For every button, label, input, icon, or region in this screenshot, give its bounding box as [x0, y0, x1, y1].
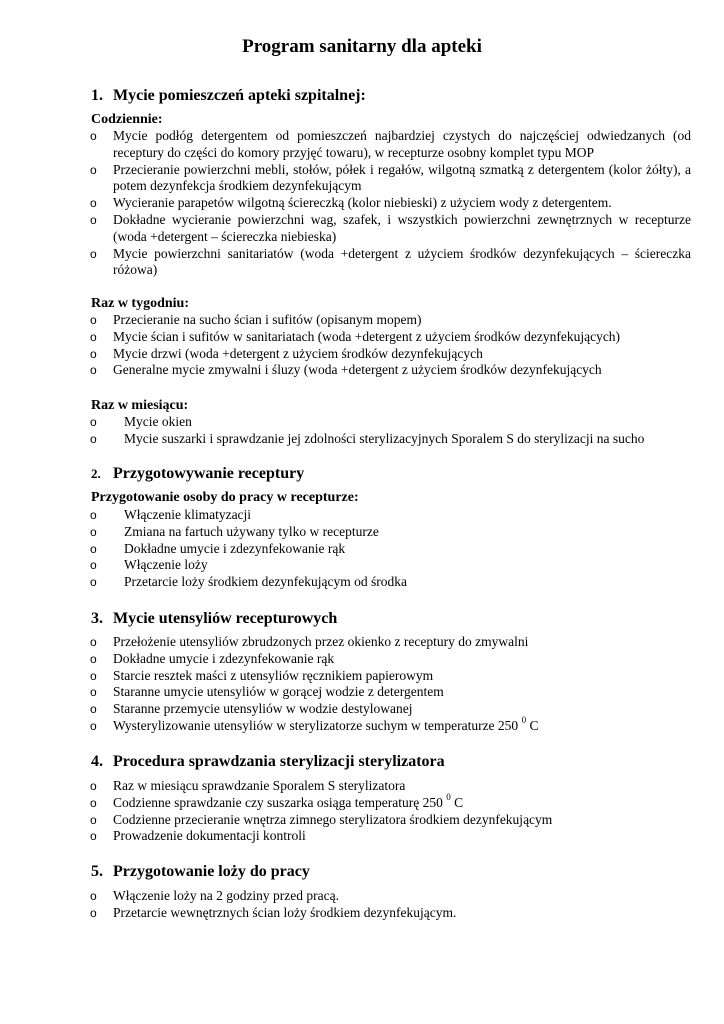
monthly-list	[91, 414, 716, 448]
bullet-icon: o	[90, 162, 97, 177]
list-item: o Zmiana na fartuch używany tylko w recepturze	[90, 523, 379, 539]
list-item: o Przetarcie loży środkiem dezynfekującym od środka	[90, 574, 408, 590]
list-item: o Prowadzenie dokumentacji kontroli	[90, 828, 306, 844]
bullet-icon: o	[90, 313, 97, 327]
bullet-icon: o	[90, 415, 97, 429]
list-item: o Staranne przemycie utensyliów w wodzie destylowanej	[90, 701, 413, 717]
bullet-icon: o	[90, 905, 97, 920]
list-item: o Wysterylizowanie utensyliów w sterylizatorze suchym w temperaturze 250 $^0$ C	[90, 715, 539, 733]
bullet-icon: o	[90, 702, 97, 717]
section-number: 4.	[91, 753, 103, 770]
list-item: o Mycie ścian i sufitów w sanitariatach (woda +detergent z użyciem środków dezynfekujących)	[90, 328, 621, 344]
list-item: o Mycie drzwi (woda +detergent z użyciem środków dezynfekujących	[90, 345, 483, 361]
section-number: 2.	[91, 466, 101, 481]
bullet-icon: o	[90, 524, 97, 539]
section-title: Przygotowanie loży do pracy	[113, 863, 310, 880]
section-title: Przygotowywanie receptury	[113, 465, 305, 482]
list-item: o Generalne mycie zmywalni i śluzy (woda +detergent z użyciem środków dezynfekujących	[90, 362, 602, 378]
list-item: o Przetarcie wewnętrznych ścian loży środkiem dezynfekującym.	[90, 904, 457, 920]
bullet-icon: o	[90, 795, 97, 810]
utensils-list	[91, 634, 691, 735]
bullet-icon: o	[90, 196, 97, 211]
bullet-icon: o	[90, 718, 97, 733]
bullet-icon: o	[90, 651, 97, 666]
person-prep-list	[91, 507, 691, 591]
list-item: o Włączenie loży	[90, 557, 208, 573]
list-item: o Mycie powierzchni sanitariatów (woda +detergent z użyciem środków dezynfekujących – ściereczka różowa)	[90, 245, 691, 278]
bullet-icon: o	[90, 212, 97, 227]
list-item: o Mycie suszarki i sprawdzanie jej zdolności sterylizacyjnych Sporalem S do sterylizacji na sucho	[90, 430, 645, 446]
bullet-icon: o	[90, 685, 97, 700]
list-item: o Starcie resztek maści z utensyliów ręcznikiem papierowym	[90, 667, 434, 683]
list-item: o Przełożenie utensyliów zbrudzonych przez okienko z receptury do zmywalni	[90, 634, 529, 649]
bullet-icon: o	[90, 541, 97, 556]
group-label-person-prep: Przygotowanie osoby do pracy w recepturze:	[91, 490, 359, 505]
bullet-icon: o	[90, 889, 97, 903]
document-title: Program sanitarny dla apteki	[242, 36, 482, 57]
bullet-icon: o	[90, 812, 97, 827]
list-item: o Raz w miesiącu sprawdzanie Sporalem S sterylizatora	[90, 778, 406, 793]
section-5-heading	[91, 862, 310, 882]
bullet-icon: o	[90, 346, 97, 361]
list-item: o Staranne umycie utensyliów w gorącej wodzie z detergentem	[90, 684, 444, 700]
bullet-icon: o	[90, 508, 97, 522]
sterilization-check-list	[91, 778, 691, 845]
hood-prep-list	[91, 888, 691, 922]
section-number: 1.	[91, 87, 103, 104]
section-number: 5.	[91, 863, 103, 880]
group-label-weekly: Raz w tygodniu:	[91, 296, 190, 311]
section-number: 3.	[91, 610, 103, 627]
list-item: o Codzienne przecieranie wnętrza zimnego sterylizatora środkiem dezynfekującym	[90, 811, 553, 827]
section-title: Procedura sprawdzania sterylizacji sterylizatora	[113, 753, 445, 770]
list-item: o Mycie okien	[90, 414, 192, 429]
list-item: o Codzienne sprawdzanie czy suszarka osiąga temperaturę 250 $^0$ C	[90, 792, 464, 810]
section-2-heading	[91, 464, 304, 484]
section-1-heading	[91, 86, 366, 106]
list-item: o Dokładne wycieranie powierzchni wag, szafek, i wszystkich powierzchni zewnętrznych w recepturze (woda +detergent – ściereczka niebieska)	[90, 211, 691, 244]
list-item: o Przecieranie powierzchni mebli, stołów, półek i regałów, wilgotną szmatką z detergentem (kolor żółty), a potem dezynfekcja środkiem dezynfekującym	[90, 161, 691, 194]
bullet-icon: o	[90, 363, 97, 378]
list-item: o Mycie podłóg detergentem od pomieszczeń najbardziej czystych do najczęściej odwiedzanych (od receptury do części do komory przyjęć towaru), w recepturze osobny komplet typu MOP	[90, 128, 691, 160]
weekly-list	[91, 312, 701, 379]
section-3-heading	[91, 609, 337, 629]
section-title: Mycie utensyliów recepturowych	[113, 610, 338, 627]
bullet-icon: o	[90, 829, 97, 844]
section-title: Mycie pomieszczeń apteki szpitalnej:	[113, 87, 366, 104]
group-label-monthly: Raz w miesiącu:	[91, 398, 189, 413]
list-item: o Przecieranie na sucho ścian i sufitów (opisanym mopem)	[90, 312, 422, 327]
section-4-heading	[91, 752, 445, 772]
list-item: o Dokładne umycie i zdezynfekowanie rąk	[90, 540, 346, 556]
bullet-icon: o	[90, 575, 97, 590]
list-item: o Włączenie klimatyzacji	[90, 507, 252, 522]
bullet-icon: o	[90, 558, 97, 573]
bullet-icon: o	[90, 329, 97, 344]
list-item: o Wycieranie parapetów wilgotną ściereczką (kolor niebieski) z użyciem wody z detergentem.	[90, 195, 612, 211]
list-item: o Dokładne umycie i zdezynfekowanie rąk	[90, 650, 335, 666]
bullet-icon: o	[90, 431, 97, 446]
bullet-icon: o	[90, 246, 97, 261]
group-label-daily: Codziennie:	[91, 112, 163, 127]
bullet-icon: o	[90, 779, 97, 793]
bullet-icon: o	[90, 129, 97, 143]
bullet-icon: o	[90, 635, 97, 649]
bullet-icon: o	[90, 668, 97, 683]
daily-list	[91, 128, 691, 279]
list-item: o Włączenie loży na 2 godziny przed pracą.	[90, 888, 340, 903]
